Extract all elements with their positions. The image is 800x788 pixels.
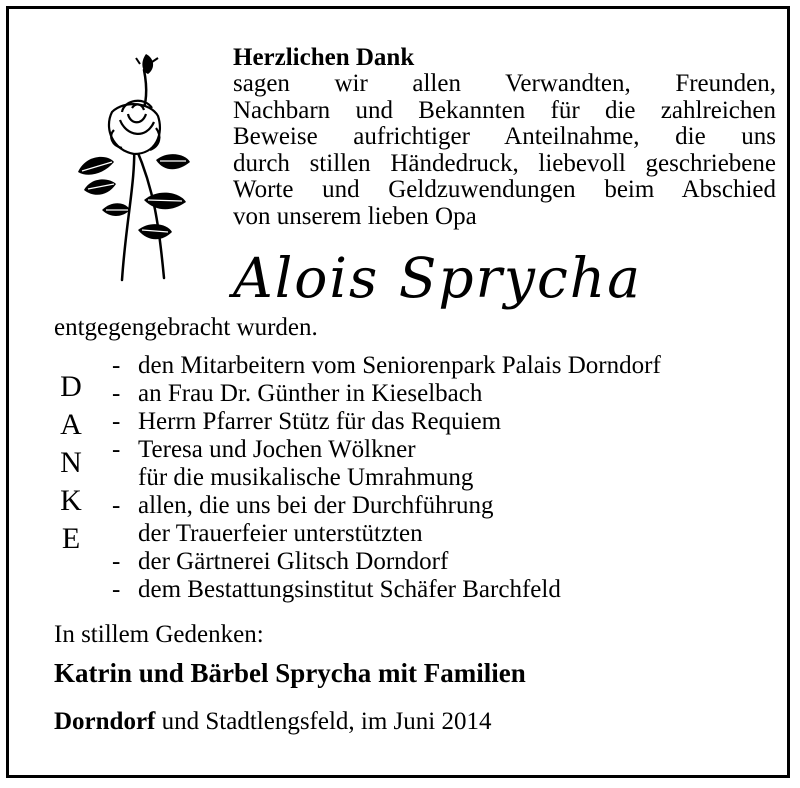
place-town: Dorndorf [54, 708, 156, 735]
intro-line: Beweise aufrichtiger Anteilnahme, die uns [233, 123, 776, 150]
list-dash: - [112, 548, 121, 575]
thanks-item-text: den Mitarbeitern vom Seniorenpark Palais Dorndorf [138, 352, 661, 379]
memory-line: In stillem Gedenken: [54, 621, 264, 648]
thanks-item-text: Teresa und Jochen Wölkner [138, 436, 416, 463]
deceased-name: Alois Sprycha [233, 246, 642, 310]
list-dash: - [112, 576, 121, 603]
thanks-item [112, 492, 792, 520]
thanks-item-text: Herrn Pfarrer Stütz für das Requiem [138, 408, 502, 435]
thanks-item [112, 464, 792, 492]
thanks-item-text: an Frau Dr. Günther in Kieselbach [138, 380, 483, 407]
danke-letter: D [60, 370, 82, 403]
thanks-item-text: dem Bestattungsinstitut Schäfer Barchfeld [138, 576, 561, 603]
list-dash: - [112, 436, 121, 463]
thanks-list [112, 352, 792, 604]
thanks-item [112, 352, 792, 380]
thanks-item-text: für die musikalische Umrahmung [138, 464, 474, 491]
after-name-text: entgegengebracht wurden. [54, 314, 318, 341]
intro-text [233, 71, 776, 230]
intro-title: Herzlichen Dank [233, 44, 415, 71]
intro-line: Worte und Geldzuwendungen beim Abschied [233, 176, 776, 203]
rose-icon [64, 50, 196, 282]
thanks-item [112, 436, 792, 464]
thanks-item [112, 548, 792, 576]
list-dash: - [112, 492, 121, 519]
thanks-item-text: allen, die uns bei der Durchführung [138, 492, 494, 519]
intro-block [233, 44, 776, 230]
intro-line: sagen wir allen Verwandten, Freunden, [233, 70, 776, 97]
danke-letter: N [60, 446, 82, 479]
danke-letter: A [60, 408, 82, 441]
list-dash: - [112, 408, 121, 435]
danke-letter: E [61, 522, 81, 555]
danke-letter: K [60, 484, 82, 517]
list-dash: - [112, 352, 121, 379]
thanks-item [112, 520, 792, 548]
danke-vertical [56, 368, 86, 558]
intro-line: durch stillen Händedruck, liebevoll geschriebene [233, 149, 776, 177]
thanks-item [112, 380, 792, 408]
thanks-item [112, 408, 792, 436]
thanks-item [112, 576, 792, 604]
place-date-line [54, 707, 492, 737]
thanks-item-text: der Trauerfeier unterstützten [138, 520, 423, 547]
intro-line: Nachbarn und Bekannten für die zahlreichen [233, 96, 776, 124]
thanks-item-text: der Gärtnerei Glitsch Dorndorf [138, 548, 449, 575]
family-signature: Katrin und Bärbel Sprycha mit Familien [54, 658, 526, 688]
intro-line: von unserem lieben Opa [233, 202, 477, 230]
place-rest: und Stadtlengsfeld, im Juni 2014 [155, 708, 492, 735]
list-dash: - [112, 380, 121, 407]
